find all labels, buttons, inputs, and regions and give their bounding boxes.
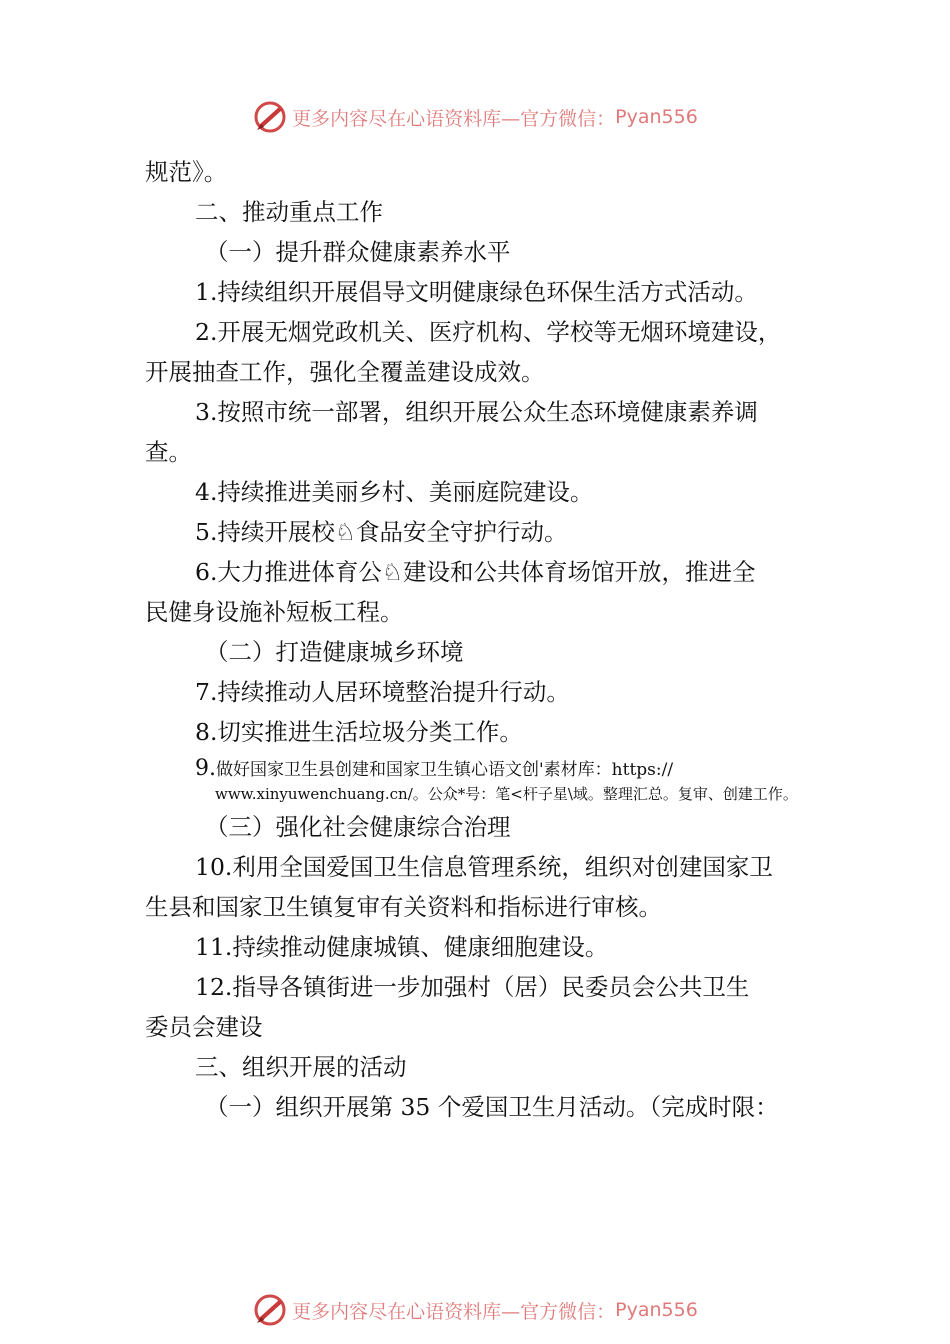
text-line: 生县和国家卫生镇复审有关资料和指标进行审核。	[145, 893, 662, 921]
section-heading: 三、组织开展的活动	[195, 1053, 407, 1081]
list-item-line	[195, 756, 825, 783]
list-item-line: www.xinyuwenchuang.cn/。公众*号：笔<杆子星\域。整理汇总。复审、创建工作。	[215, 785, 798, 803]
footer-banner	[0, 1288, 950, 1332]
list-item: 5.持续开展校♘食品安全守护行动。	[195, 518, 568, 546]
document-body	[145, 152, 825, 1127]
text-line: 委员会建设	[145, 1013, 263, 1041]
pen-logo-icon	[252, 99, 288, 135]
list-item: 3.按照市统一部署，组织开展公众生态环境健康素养调	[195, 398, 758, 426]
text-line: 查。	[145, 438, 192, 466]
list-item-text: 做好国家卫生县创建和国家卫生镇心语文创'素材库：https://	[216, 760, 674, 780]
list-item: 12.指导各镇街进一步加强村（居）民委员会公共卫生	[195, 973, 750, 1001]
list-item: 6.大力推进体育公♘建设和公共体育场馆开放，推进全	[195, 558, 756, 586]
text-line: 开展抽查工作，强化全覆盖建设成效。	[145, 358, 545, 386]
banner-wechat-id: Pyan556	[615, 106, 698, 128]
list-item-number: 9.	[195, 756, 216, 781]
banner-text: 更多内容尽在心语资料库—官方微信：	[292, 107, 616, 130]
watermark-list-item	[145, 756, 825, 805]
banner-text: 更多内容尽在心语资料库—官方微信：	[292, 1300, 616, 1323]
list-item: 7.持续推动人居环境整治提升行动。	[195, 678, 570, 706]
list-item: 8.切实推进生活垃圾分类工作。	[195, 718, 523, 746]
subsection-heading: （二）打造健康城乡环境	[205, 638, 464, 666]
subsection-heading: （一）组织开展第 35 个爱国卫生月活动。（完成时限：	[205, 1093, 779, 1121]
header-banner	[0, 95, 950, 139]
subsection-heading: （一）提升群众健康素养水平	[205, 238, 511, 266]
text-line: 民健身设施补短板工程。	[145, 598, 404, 626]
list-item: 4.持续推进美丽乡村、美丽庭院建设。	[195, 478, 594, 506]
text-line: 规范》。	[145, 158, 228, 186]
list-item: 2.开展无烟党政机关、医疗机构、学校等无烟环境建设，	[195, 318, 782, 346]
banner-wechat-id: Pyan556	[615, 1299, 698, 1321]
subsection-heading: （三）强化社会健康综合治理	[205, 813, 511, 841]
section-heading: 二、推动重点工作	[195, 198, 383, 226]
list-item: 10.利用全国爱国卫生信息管理系统，组织对创建国家卫	[195, 853, 773, 881]
list-item: 11.持续推动健康城镇、健康细胞建设。	[195, 933, 609, 961]
list-item: 1.持续组织开展倡导文明健康绿色环保生活方式活动。	[195, 278, 758, 306]
pen-logo-icon	[252, 1292, 288, 1328]
